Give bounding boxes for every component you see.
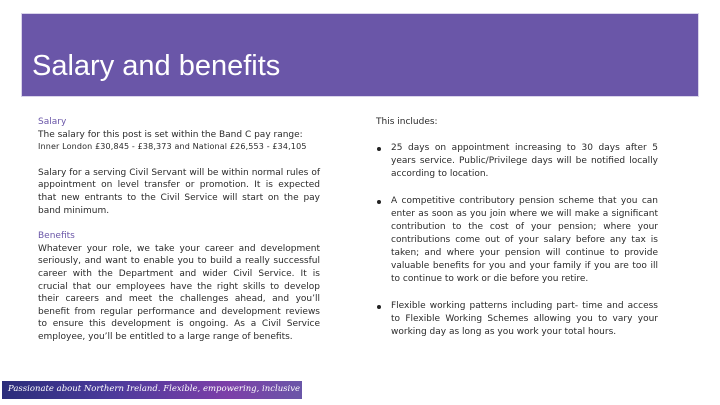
benefits-text: Whatever your role, we take your career and development seriously, and want to enable you to build a really successful career with the Department and wider Civil Service. It is crucial that our employees have the right skills to develop their careers and meet the challenges ahead, and you’ll benefit from regular performance and development reviews to ensure this development is ongoing. As a Civil Service employee, you’ll be entitled to a large range of benefits. (38, 243, 320, 342)
bullet-icon (377, 305, 381, 309)
footer-tagline: Passionate about Northern Ireland. Flexible, empowering, inclusive (8, 384, 301, 394)
benefits-heading: Benefits (38, 231, 75, 242)
right-column (376, 116, 658, 353)
salary-figures: Inner London £30,845 - £38,373 and National £26,553 - £34,105 (38, 142, 307, 152)
list-item-text: A competitive contributory pension scheme that you can enter as soon as you join where we will make a significant contribution to the cost of your pension; where your contributions come out of your salary before any tax is taken; and where your pension will continue to provide valuable benefits for you and your family if you are too ill to continue to work or die before you retire. (391, 196, 658, 284)
title-banner (22, 14, 698, 96)
list-item-text: Flexible working patterns including part- time and access to Flexible Working Schemes allowing you to vary your working day as long as you work your total hours. (391, 301, 658, 337)
list-item (376, 300, 658, 339)
list-item (376, 195, 658, 286)
list-item (376, 142, 658, 181)
salary-heading: Salary (38, 117, 67, 127)
entry-text: Salary for a serving Civil Servant will be within normal rules of appointment on level transfer or promotion. It is expected that new entrants to the Civil Service will start on the pay band minimum. (38, 167, 320, 216)
benefits-list (376, 142, 658, 339)
page-title: Salary and benefits (32, 50, 281, 82)
footer-banner (2, 381, 302, 399)
bullet-icon (377, 147, 381, 151)
includes-intro: This includes: (376, 117, 438, 127)
left-column (38, 116, 320, 344)
salary-text: The salary for this post is set within the Band C pay range: (38, 129, 303, 140)
list-item-text: 25 days on appointment increasing to 30 days after 5 years service. Public/Privilege days will be notified locally according to location. (391, 143, 658, 179)
bullet-icon (377, 200, 381, 204)
